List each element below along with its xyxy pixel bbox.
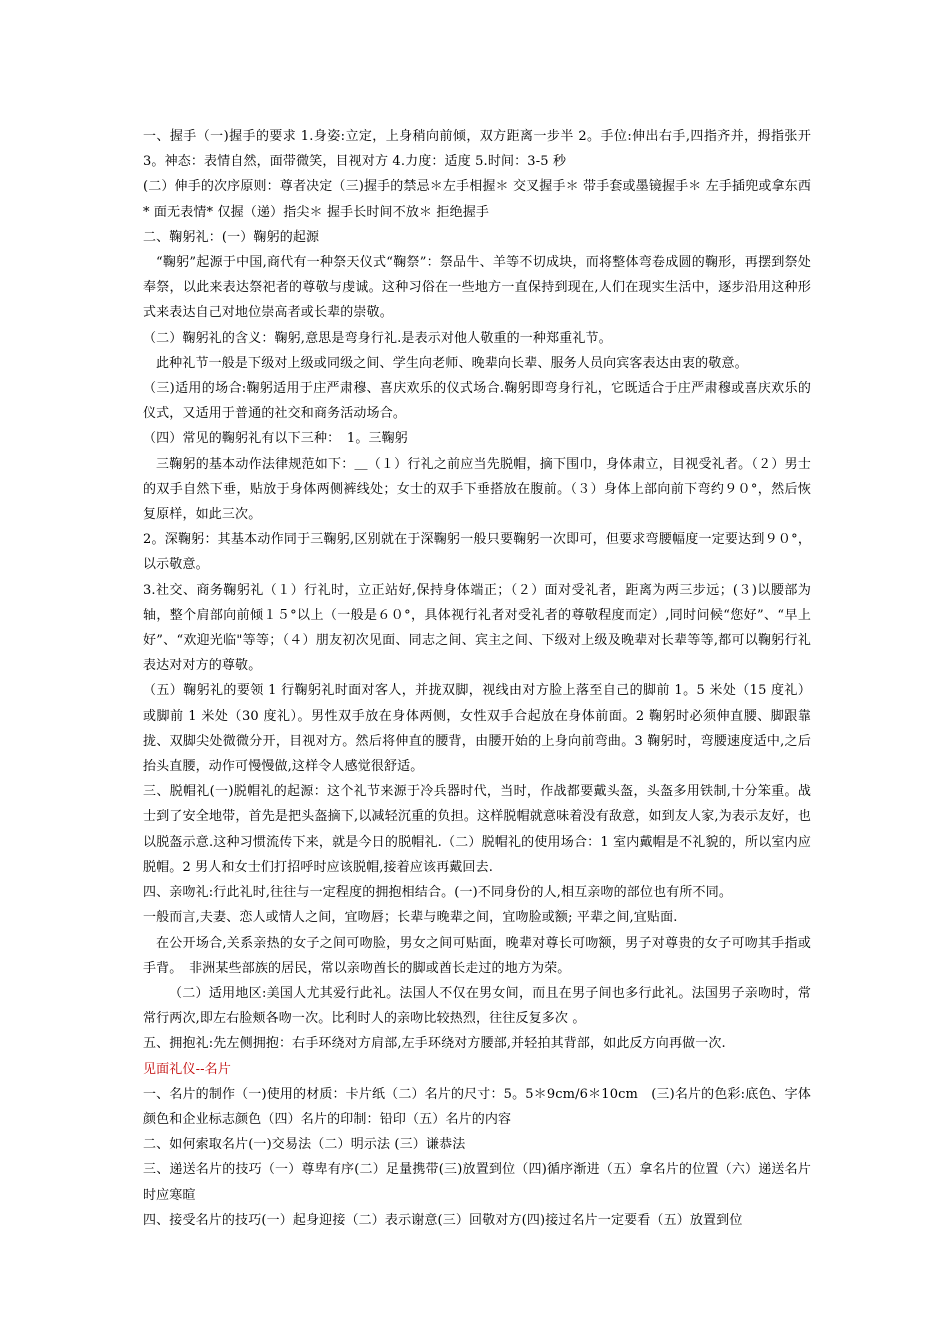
document-page — [143, 124, 811, 1233]
bow-origin-text: “鞠躬”起源于中国,商代有一种祭天仪式“鞠祭”：祭品牛、羊等不切成块，而将整体弯卷成圆的鞠形，再摆到祭处奉祭，以此来表达祭祀者的尊敬与虔诚。这种习俗在一些地方一直保持到现在,人们在现实生活中，逐步沿用这种形式来表达自己对地位崇高者或长辈的崇敬。 — [143, 255, 811, 321]
kiss-public-text: 在公开场合,关系亲热的女子之间可吻脸，男女之间可贴面，晚辈对尊长可吻额，男子对尊贵的女子可吻其手指或手背。 非洲某些部族的居民，常以亲吻酋长的脚或酋长走过的地方为荣。 — [143, 935, 811, 976]
card-giving-text: 三、递送名片的技巧（一）尊卑有序(二）足量携带(三)放置到位（四)循序渐进（五）拿名片的位置（六）递送名片时应寒暄 — [143, 1162, 811, 1203]
deep-bow-text: 2。深鞠躬：其基本动作同于三鞠躬,区别就在于深鞠躬一般只要鞠躬一次即可，但要求弯腰幅度一定要达到９０°，以示敬意。 — [143, 532, 811, 573]
kiss-regions-text: （二）适用地区:美国人尤其爱行此礼。法国人不仅在男女间，而且在男子间也多行此礼。法国男子亲吻时，常常行两次,即左右脸颊各吻一次。比利时人的亲吻比较热烈，往往反复多次 。 — [143, 985, 811, 1027]
kiss-section-heading: 四、亲吻礼:行此礼时,往往与一定程度的拥抱相结合。(一)不同身份的人,相互亲吻的部位也有所不同。 — [143, 885, 732, 901]
handshake-requirements: 一、握手（一)握手的要求 1.身姿:立定，上身稍向前倾，双方距离一步半 2。手位:伸出右手,四指齐并，拇指张开 3。神态：表情自然，面带微笑，目视对方 4.力度：适度 5.时间：3-5 秒 — [143, 129, 811, 170]
card-receiving-text: 四、接受名片的技巧(一）起身迎接（二）表示谢意(三）回敬对方(四)接过名片一定要看（五）放置到位 — [143, 1212, 743, 1228]
handshake-order-taboos: (二）伸手的次序原则：尊者决定（三)握手的禁忌＊左手相握＊ 交叉握手＊ 带手套或墨镜握手＊ 左手插兜或拿东西* 面无表情* 仅握（递）指尖＊ 握手长时间不放＊ 拒绝握手 — [143, 179, 811, 220]
bow-meaning: （二）鞠躬礼的含义：鞠躬,意思是弯身行礼.是表示对他人敬重的一种郑重礼节。 — [143, 330, 612, 346]
triple-bow-text: 三鞠躬的基本动作法律规范如下：＿（１）行礼之前应当先脱帽，摘下围巾，身体肃立，目视受礼者。（２）男士的双手自然下垂，贴放于身体两侧裤线处；女士的双手下垂搭放在腹前。（３）身体上部向前下弯约９０°，然后恢复原样，如此三次。 — [143, 456, 811, 523]
business-bow-text: 3.社交、商务鞠躬礼（１）行礼时，立正站好,保持身体端正；（２）面对受礼者，距离为两三步远；(３)以腰部为轴，整个肩部向前倾１５°以上（一般是６０°，具体视行礼者对受礼者的尊敬程度而定）,同时问候“您好”、“早上好”、“欢迎光临"等等；（４）朋友初次见面、同志之间、宾主之间、下级对上级及晚辈对长辈等等,都可以鞠躬行礼表达对对方的尊敬。 — [143, 582, 811, 674]
card-making-text: 一、名片的制作（一)使用的材质：卡片纸（二）名片的尺寸：5。5＊9cm/6＊10cm (三)名片的色彩:底色、字体颜色和企业标志颜色（四）名片的印制：铅印（五）名片的内容 — [143, 1086, 811, 1127]
kiss-positions-text: 一般而言,夫妻、恋人或情人之间，宜吻唇；长辈与晚辈之间，宜吻脸或额; 平辈之间,宜贴面. — [143, 910, 678, 926]
business-card-heading: 见面礼仪--名片 — [143, 1061, 231, 1077]
hug-section-text: 五、拥抱礼:先左侧拥抱：右手环绕对方肩部,左手环绕对方腰部,并轻拍其背部，如此反方向再做一次. — [143, 1036, 726, 1052]
bow-section-heading: 二、鞠躬礼：(一）鞠躬的起源 — [143, 229, 320, 245]
card-request-text: 二、如何索取名片(一)交易法（二）明示法 (三）谦恭法 — [143, 1137, 466, 1153]
hat-removal-section: 三、脱帽礼(一)脱帽礼的起源：这个礼节来源于冷兵器时代，当时，作战都要戴头盔，头盔多用铁制,十分笨重。战士到了安全地带，首先是把头盔摘下,以减轻沉重的负担。这样脱帽就意味着没有敌意，如到友人家,为表示友好，也以脱盔示意.这种习惯流传下来，就是今日的脱帽礼.（二）脱帽礼的使用场合：1 室内戴帽是不礼貌的，所以室内应脱帽。2 男人和女士们打招呼时应该脱帽,接着应该再戴回去. — [143, 784, 811, 875]
bow-usage-text: 此种礼节一般是下级对上级或同级之间、学生向老师、晚辈向长辈、服务人员向宾客表达由衷的敬意。 — [156, 355, 748, 371]
bow-occasions: （三)适用的场合:鞠躬适用于庄严肃穆、喜庆欢乐的仪式场合.鞠躬即弯身行礼，它既适合于庄严肃穆或喜庆欢乐的仪式，又适用于普通的社交和商务活动场合。 — [143, 381, 811, 422]
bow-essentials: （五）鞠躬礼的要领 1 行鞠躬礼时面对客人，并拢双脚，视线由对方脸上落至自己的脚前 1。5 米处（15 度礼）或脚前 1 米处（30 度礼）。男性双手放在身体两侧，女性双手合起放在身体前面。2 鞠躬时必须伸直腰、脚跟靠拢、双脚尖处微微分开，目视对方。然后将伸直的腰背，由腰开始的上身向前弯曲。3 鞠躬时，弯腰速度适中,之后抬头直腰，动作可慢慢做,这样令人感觉很舒适。 — [143, 683, 811, 775]
bow-types-heading: （四）常见的鞠躬礼有以下三种： 1。三鞠躬 — [143, 431, 408, 447]
